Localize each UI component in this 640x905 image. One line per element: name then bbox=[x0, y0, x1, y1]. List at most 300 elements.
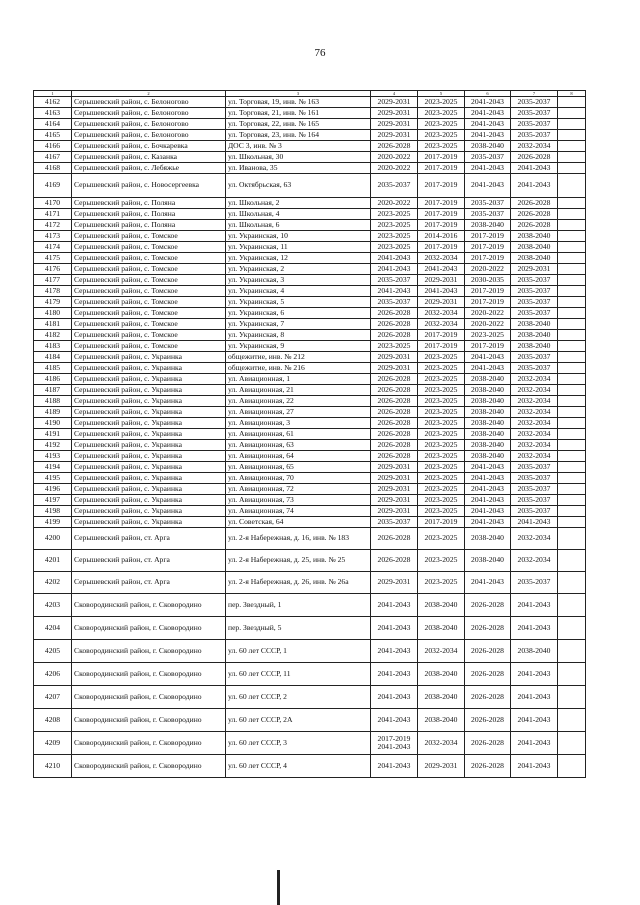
row-number: 4169 bbox=[34, 174, 72, 198]
table-row bbox=[34, 264, 586, 275]
period-col-6: 2041-2043 bbox=[465, 174, 511, 198]
period-col-7: 2035-2037 bbox=[511, 130, 558, 141]
row-number: 4194 bbox=[34, 462, 72, 473]
street-address: ул. Авиационная, 22 bbox=[226, 396, 371, 407]
period-col-6: 2041-2043 bbox=[465, 517, 511, 528]
street-address: ул. Украинская, 10 bbox=[226, 231, 371, 242]
col-8-empty bbox=[558, 732, 586, 755]
table-row bbox=[34, 220, 586, 231]
period-col-7: 2038-2040 bbox=[511, 341, 558, 352]
table-row bbox=[34, 418, 586, 429]
district-locality: Серышевский район, с. Поляна bbox=[72, 209, 226, 220]
column-number: 7 bbox=[511, 91, 558, 97]
period-col-6: 2026-2028 bbox=[465, 686, 511, 709]
street-address: пер. Звездный, 5 bbox=[226, 617, 371, 640]
period-col-5: 2017-2019 bbox=[418, 330, 465, 341]
period-col-7: 2035-2037 bbox=[511, 286, 558, 297]
district-locality: Серышевский район, с. Томское bbox=[72, 308, 226, 319]
period-col-7: 2026-2028 bbox=[511, 198, 558, 209]
period-col-7: 2041-2043 bbox=[511, 686, 558, 709]
district-locality: Сковородинский район, г. Сковородино bbox=[72, 617, 226, 640]
table-row bbox=[34, 396, 586, 407]
period-col-7: 2032-2034 bbox=[511, 528, 558, 550]
street-address: ул. 2-я Набережная, д. 25, инв. № 25 bbox=[226, 550, 371, 572]
col-8-empty bbox=[558, 330, 586, 341]
column-number: 5 bbox=[418, 91, 465, 97]
table-row bbox=[34, 352, 586, 363]
period-col-4: 2026-2028 bbox=[371, 407, 418, 418]
col-8-empty bbox=[558, 352, 586, 363]
table-row bbox=[34, 407, 586, 418]
district-locality: Серышевский район, ст. Арга bbox=[72, 528, 226, 550]
period-col-6: 2026-2028 bbox=[465, 617, 511, 640]
period-col-4: 2029-2031 bbox=[371, 352, 418, 363]
street-address: ул. Украинская, 11 bbox=[226, 242, 371, 253]
col-8-empty bbox=[558, 396, 586, 407]
period-col-7: 2032-2034 bbox=[511, 418, 558, 429]
table-row bbox=[34, 528, 586, 550]
district-locality: Серышевский район, с. Лебяжье bbox=[72, 163, 226, 174]
period-col-5: 2023-2025 bbox=[418, 572, 465, 594]
district-locality: Серышевский район, с. Белоногово bbox=[72, 119, 226, 130]
table-row bbox=[34, 663, 586, 686]
table-row bbox=[34, 242, 586, 253]
period-col-4: 2029-2031 bbox=[371, 572, 418, 594]
street-address: ул. Украинская, 6 bbox=[226, 308, 371, 319]
row-number: 4205 bbox=[34, 640, 72, 663]
period-col-5: 2032-2034 bbox=[418, 319, 465, 330]
period-col-5: 2032-2034 bbox=[418, 308, 465, 319]
district-locality: Серышевский район, с. Томское bbox=[72, 242, 226, 253]
street-address: ул. Школьная, 2 bbox=[226, 198, 371, 209]
col-8-empty bbox=[558, 264, 586, 275]
period-col-6: 2038-2040 bbox=[465, 385, 511, 396]
street-address: ул. Авиационная, 70 bbox=[226, 473, 371, 484]
period-col-6: 2041-2043 bbox=[465, 97, 511, 108]
table-row bbox=[34, 473, 586, 484]
period-col-7: 2038-2040 bbox=[511, 231, 558, 242]
row-number: 4181 bbox=[34, 319, 72, 330]
col-8-empty bbox=[558, 640, 586, 663]
col-8-empty bbox=[558, 550, 586, 572]
table-row bbox=[34, 141, 586, 152]
street-address: ул. Советская, 64 bbox=[226, 517, 371, 528]
period-col-4: 2017-2019 2041-2043 bbox=[371, 732, 418, 755]
period-col-7: 2035-2037 bbox=[511, 473, 558, 484]
period-col-4: 2023-2025 bbox=[371, 209, 418, 220]
district-locality: Серышевский район, с. Украинка bbox=[72, 429, 226, 440]
table-row bbox=[34, 253, 586, 264]
street-address: ул. Октябрьская, 63 bbox=[226, 174, 371, 198]
col-8-empty bbox=[558, 297, 586, 308]
table-row bbox=[34, 732, 586, 755]
district-locality: Серышевский район, с. Томское bbox=[72, 286, 226, 297]
column-number: 2 bbox=[72, 91, 226, 97]
row-number: 4200 bbox=[34, 528, 72, 550]
street-address: ул. Школьная, 4 bbox=[226, 209, 371, 220]
table-row bbox=[34, 617, 586, 640]
period-col-7: 2041-2043 bbox=[511, 663, 558, 686]
row-number: 4184 bbox=[34, 352, 72, 363]
col-8-empty bbox=[558, 407, 586, 418]
period-col-4: 2026-2028 bbox=[371, 451, 418, 462]
col-8-empty bbox=[558, 462, 586, 473]
period-col-4: 2035-2037 bbox=[371, 275, 418, 286]
col-8-empty bbox=[558, 473, 586, 484]
period-col-6: 2020-2022 bbox=[465, 264, 511, 275]
period-col-5: 2017-2019 bbox=[418, 220, 465, 231]
period-col-4: 2041-2043 bbox=[371, 286, 418, 297]
street-address: ул. Украинская, 12 bbox=[226, 253, 371, 264]
street-address: ул. Торговая, 19, инв. № 163 bbox=[226, 97, 371, 108]
col-8-empty bbox=[558, 374, 586, 385]
street-address: ул. Авиационная, 61 bbox=[226, 429, 371, 440]
street-address: ул. Авиационная, 73 bbox=[226, 495, 371, 506]
period-col-7: 2041-2043 bbox=[511, 174, 558, 198]
row-number: 4185 bbox=[34, 363, 72, 374]
period-col-5: 2023-2025 bbox=[418, 97, 465, 108]
period-col-7: 2026-2028 bbox=[511, 209, 558, 220]
period-col-7: 2032-2034 bbox=[511, 440, 558, 451]
district-locality: Серышевский район, с. Томское bbox=[72, 319, 226, 330]
period-col-6: 2020-2022 bbox=[465, 308, 511, 319]
period-col-7: 2035-2037 bbox=[511, 297, 558, 308]
period-col-4: 2023-2025 bbox=[371, 341, 418, 352]
col-8-empty bbox=[558, 286, 586, 297]
period-col-5: 2023-2025 bbox=[418, 451, 465, 462]
col-8-empty bbox=[558, 152, 586, 163]
period-col-5: 2038-2040 bbox=[418, 617, 465, 640]
district-locality: Серышевский район, с. Белоногово bbox=[72, 108, 226, 119]
street-address: ул. Украинская, 5 bbox=[226, 297, 371, 308]
period-col-7: 2038-2040 bbox=[511, 330, 558, 341]
period-col-6: 2020-2022 bbox=[465, 319, 511, 330]
district-locality: Серышевский район, с. Казанка bbox=[72, 152, 226, 163]
period-col-7: 2035-2037 bbox=[511, 352, 558, 363]
period-col-7: 2041-2043 bbox=[511, 755, 558, 778]
table-row bbox=[34, 152, 586, 163]
period-col-7: 2041-2043 bbox=[511, 617, 558, 640]
period-col-4: 2041-2043 bbox=[371, 264, 418, 275]
table-row bbox=[34, 297, 586, 308]
table-row bbox=[34, 495, 586, 506]
district-locality: Серышевский район, с. Украинка bbox=[72, 473, 226, 484]
column-number: 1 bbox=[34, 91, 72, 97]
period-col-6: 2017-2019 bbox=[465, 242, 511, 253]
period-col-5: 2017-2019 bbox=[418, 174, 465, 198]
period-col-4: 2026-2028 bbox=[371, 330, 418, 341]
period-col-7: 2035-2037 bbox=[511, 484, 558, 495]
period-col-6: 2041-2043 bbox=[465, 495, 511, 506]
period-col-4: 2026-2028 bbox=[371, 440, 418, 451]
col-8-empty bbox=[558, 119, 586, 130]
row-number: 4165 bbox=[34, 130, 72, 141]
row-number: 4191 bbox=[34, 429, 72, 440]
col-8-empty bbox=[558, 174, 586, 198]
col-8-empty bbox=[558, 198, 586, 209]
col-8-empty bbox=[558, 220, 586, 231]
period-col-6: 2038-2040 bbox=[465, 440, 511, 451]
street-address: ул. 60 лет СССР, 2 bbox=[226, 686, 371, 709]
col-8-empty bbox=[558, 275, 586, 286]
period-col-7: 2032-2034 bbox=[511, 451, 558, 462]
period-col-5: 2029-2031 bbox=[418, 275, 465, 286]
period-col-7: 2035-2037 bbox=[511, 97, 558, 108]
period-col-6: 2041-2043 bbox=[465, 363, 511, 374]
period-col-6: 2041-2043 bbox=[465, 473, 511, 484]
street-address: ул. Авиационная, 74 bbox=[226, 506, 371, 517]
period-col-4: 2041-2043 bbox=[371, 617, 418, 640]
page-number: 76 bbox=[314, 47, 326, 59]
column-number: 3 bbox=[226, 91, 371, 97]
row-number: 4201 bbox=[34, 550, 72, 572]
period-col-6: 2041-2043 bbox=[465, 163, 511, 174]
row-number: 4190 bbox=[34, 418, 72, 429]
district-locality: Серышевский район, с. Поляна bbox=[72, 198, 226, 209]
period-col-6: 2017-2019 bbox=[465, 341, 511, 352]
period-col-7: 2032-2034 bbox=[511, 141, 558, 152]
row-number: 4168 bbox=[34, 163, 72, 174]
period-col-7: 2041-2043 bbox=[511, 709, 558, 732]
row-number: 4187 bbox=[34, 385, 72, 396]
row-number: 4174 bbox=[34, 242, 72, 253]
table-row bbox=[34, 550, 586, 572]
period-col-7: 2038-2040 bbox=[511, 640, 558, 663]
period-col-5: 2038-2040 bbox=[418, 663, 465, 686]
period-col-6: 2041-2043 bbox=[465, 119, 511, 130]
period-col-4: 2026-2028 bbox=[371, 429, 418, 440]
col-8-empty bbox=[558, 451, 586, 462]
street-address: ул. Украинская, 4 bbox=[226, 286, 371, 297]
period-col-7: 2032-2034 bbox=[511, 407, 558, 418]
row-number: 4186 bbox=[34, 374, 72, 385]
period-col-4: 2026-2028 bbox=[371, 319, 418, 330]
period-col-4: 2023-2025 bbox=[371, 220, 418, 231]
district-locality: Сковородинский район, г. Сковородино bbox=[72, 686, 226, 709]
row-number: 4167 bbox=[34, 152, 72, 163]
period-col-4: 2026-2028 bbox=[371, 528, 418, 550]
table-row bbox=[34, 108, 586, 119]
col-8-empty bbox=[558, 617, 586, 640]
period-col-7: 2038-2040 bbox=[511, 253, 558, 264]
period-col-6: 2017-2019 bbox=[465, 297, 511, 308]
street-address: ул. Авиационная, 3 bbox=[226, 418, 371, 429]
period-col-4: 2041-2043 bbox=[371, 663, 418, 686]
table-row bbox=[34, 640, 586, 663]
col-8-empty bbox=[558, 663, 586, 686]
housing-register-table bbox=[33, 90, 586, 778]
table-row bbox=[34, 385, 586, 396]
row-number: 4164 bbox=[34, 119, 72, 130]
period-col-5: 2038-2040 bbox=[418, 686, 465, 709]
row-number: 4177 bbox=[34, 275, 72, 286]
period-col-4: 2029-2031 bbox=[371, 484, 418, 495]
period-col-5: 2023-2025 bbox=[418, 550, 465, 572]
period-col-5: 2023-2025 bbox=[418, 528, 465, 550]
period-col-4: 2026-2028 bbox=[371, 374, 418, 385]
period-col-4: 2026-2028 bbox=[371, 141, 418, 152]
row-number: 4196 bbox=[34, 484, 72, 495]
street-address: ул. Украинская, 3 bbox=[226, 275, 371, 286]
period-col-5: 2032-2034 bbox=[418, 253, 465, 264]
street-address: пер. Звездный, 1 bbox=[226, 594, 371, 617]
period-col-5: 2023-2025 bbox=[418, 418, 465, 429]
period-col-4: 2029-2031 bbox=[371, 130, 418, 141]
district-locality: Серышевский район, с. Украинка bbox=[72, 385, 226, 396]
period-col-6: 2038-2040 bbox=[465, 396, 511, 407]
district-locality: Сковородинский район, г. Сковородино bbox=[72, 732, 226, 755]
table-row bbox=[34, 97, 586, 108]
row-number: 4195 bbox=[34, 473, 72, 484]
col-8-empty bbox=[558, 108, 586, 119]
street-address: ул. Авиационная, 64 bbox=[226, 451, 371, 462]
period-col-4: 2020-2022 bbox=[371, 152, 418, 163]
col-8-empty bbox=[558, 495, 586, 506]
district-locality: Серышевский район, с. Белоногово bbox=[72, 97, 226, 108]
district-locality: Серышевский район, с. Украинка bbox=[72, 418, 226, 429]
period-col-4: 2029-2031 bbox=[371, 495, 418, 506]
row-number: 4173 bbox=[34, 231, 72, 242]
col-8-empty bbox=[558, 709, 586, 732]
district-locality: Серышевский район, с. Украинка bbox=[72, 396, 226, 407]
table-row bbox=[34, 130, 586, 141]
table-row bbox=[34, 319, 586, 330]
period-col-4: 2029-2031 bbox=[371, 473, 418, 484]
period-col-4: 2041-2043 bbox=[371, 640, 418, 663]
period-col-4: 2026-2028 bbox=[371, 396, 418, 407]
period-col-5: 2023-2025 bbox=[418, 396, 465, 407]
district-locality: Серышевский район, с. Украинка bbox=[72, 374, 226, 385]
period-col-6: 2035-2037 bbox=[465, 152, 511, 163]
table-row bbox=[34, 341, 586, 352]
street-address: ул. Авиационная, 27 bbox=[226, 407, 371, 418]
period-col-5: 2029-2031 bbox=[418, 755, 465, 778]
row-number: 4176 bbox=[34, 264, 72, 275]
row-number: 4183 bbox=[34, 341, 72, 352]
period-col-6: 2041-2043 bbox=[465, 130, 511, 141]
period-col-5: 2017-2019 bbox=[418, 209, 465, 220]
period-col-5: 2023-2025 bbox=[418, 407, 465, 418]
district-locality: Серышевский район, с. Украинка bbox=[72, 495, 226, 506]
period-col-6: 2017-2019 bbox=[465, 286, 511, 297]
row-number: 4171 bbox=[34, 209, 72, 220]
period-col-6: 2026-2028 bbox=[465, 709, 511, 732]
street-address: ул. Украинская, 9 bbox=[226, 341, 371, 352]
period-col-6: 2023-2025 bbox=[465, 330, 511, 341]
table-row bbox=[34, 374, 586, 385]
district-locality: Серышевский район, с. Томское bbox=[72, 297, 226, 308]
table-row bbox=[34, 209, 586, 220]
street-address: ул. Авиационная, 63 bbox=[226, 440, 371, 451]
col-8-empty bbox=[558, 231, 586, 242]
period-col-5: 2023-2025 bbox=[418, 495, 465, 506]
street-address: ДОС 3, инв. № 3 bbox=[226, 141, 371, 152]
district-locality: Серышевский район, с. Украинка bbox=[72, 484, 226, 495]
period-col-6: 2038-2040 bbox=[465, 528, 511, 550]
table-row bbox=[34, 174, 586, 198]
period-col-6: 2041-2043 bbox=[465, 484, 511, 495]
period-col-4: 2035-2037 bbox=[371, 517, 418, 528]
table-row bbox=[34, 363, 586, 374]
row-number: 4170 bbox=[34, 198, 72, 209]
period-col-4: 2020-2022 bbox=[371, 163, 418, 174]
period-col-7: 2035-2037 bbox=[511, 108, 558, 119]
period-col-5: 2023-2025 bbox=[418, 363, 465, 374]
col-8-empty bbox=[558, 308, 586, 319]
table-row bbox=[34, 572, 586, 594]
period-col-5: 2023-2025 bbox=[418, 119, 465, 130]
row-number: 4206 bbox=[34, 663, 72, 686]
col-8-empty bbox=[558, 130, 586, 141]
period-col-5: 2017-2019 bbox=[418, 198, 465, 209]
table-row bbox=[34, 594, 586, 617]
row-number: 4208 bbox=[34, 709, 72, 732]
col-8-empty bbox=[558, 572, 586, 594]
period-col-5: 2038-2040 bbox=[418, 709, 465, 732]
table-row bbox=[34, 330, 586, 341]
period-col-5: 2023-2025 bbox=[418, 506, 465, 517]
period-col-5: 2017-2019 bbox=[418, 341, 465, 352]
table-row bbox=[34, 462, 586, 473]
row-number: 4209 bbox=[34, 732, 72, 755]
col-8-empty bbox=[558, 341, 586, 352]
period-col-4: 2029-2031 bbox=[371, 363, 418, 374]
street-address: ул. 60 лет СССР, 3 bbox=[226, 732, 371, 755]
district-locality: Серышевский район, с. Украинка bbox=[72, 407, 226, 418]
period-col-4: 2029-2031 bbox=[371, 97, 418, 108]
street-address: общежитие, инв. № 216 bbox=[226, 363, 371, 374]
col-8-empty bbox=[558, 141, 586, 152]
col-8-empty bbox=[558, 506, 586, 517]
period-col-7: 2032-2034 bbox=[511, 385, 558, 396]
period-col-5: 2023-2025 bbox=[418, 484, 465, 495]
district-locality: Серышевский район, ст. Арга bbox=[72, 550, 226, 572]
period-col-4: 2029-2031 bbox=[371, 119, 418, 130]
period-col-7: 2035-2037 bbox=[511, 275, 558, 286]
period-col-4: 2035-2037 bbox=[371, 174, 418, 198]
period-col-4: 2029-2031 bbox=[371, 462, 418, 473]
table-row bbox=[34, 198, 586, 209]
district-locality: Сковородинский район, г. Сковородино bbox=[72, 663, 226, 686]
col-8-empty bbox=[558, 242, 586, 253]
period-col-6: 2017-2019 bbox=[465, 231, 511, 242]
row-number: 4207 bbox=[34, 686, 72, 709]
binding-mark bbox=[277, 870, 280, 905]
period-col-5: 2041-2043 bbox=[418, 286, 465, 297]
table-row bbox=[34, 517, 586, 528]
period-col-6: 2026-2028 bbox=[465, 755, 511, 778]
period-col-5: 2023-2025 bbox=[418, 130, 465, 141]
col-8-empty bbox=[558, 418, 586, 429]
row-number: 4198 bbox=[34, 506, 72, 517]
row-number: 4204 bbox=[34, 617, 72, 640]
col-8-empty bbox=[558, 528, 586, 550]
street-address: ул. Торговая, 22, инв. № 165 bbox=[226, 119, 371, 130]
row-number: 4163 bbox=[34, 108, 72, 119]
table-row bbox=[34, 755, 586, 778]
table-row bbox=[34, 119, 586, 130]
period-col-7: 2038-2040 bbox=[511, 319, 558, 330]
period-col-6: 2041-2043 bbox=[465, 572, 511, 594]
period-col-5: 2017-2019 bbox=[418, 242, 465, 253]
period-col-5: 2023-2025 bbox=[418, 473, 465, 484]
col-8-empty bbox=[558, 209, 586, 220]
period-col-6: 2035-2037 bbox=[465, 198, 511, 209]
street-address: ул. Авиационная, 65 bbox=[226, 462, 371, 473]
table-row bbox=[34, 308, 586, 319]
district-locality: Сковородинский район, г. Сковородино bbox=[72, 755, 226, 778]
street-address: ул. 60 лет СССР, 11 bbox=[226, 663, 371, 686]
